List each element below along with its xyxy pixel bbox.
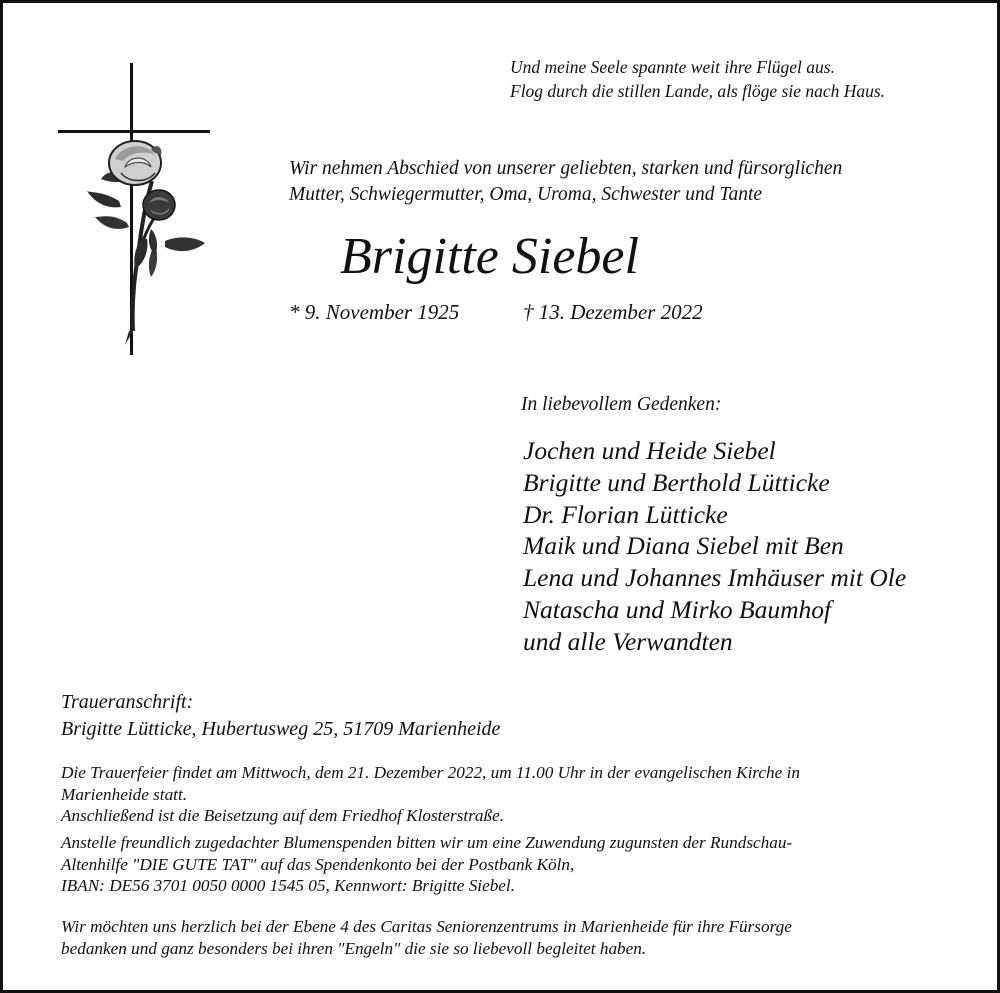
ceremony-line: Die Trauerfeier findet am Mittwoch, dem 21. Dezember 2022, um 11.00 Uhr in der evangelischen Kirche in [61, 763, 800, 782]
intro-line: Wir nehmen Abschied von unserer geliebten, starken und fürsorglichen [289, 158, 843, 179]
poem-line: Flog durch die stillen Lande, als flöge sie nach Haus. [510, 81, 886, 101]
donation-line: IBAN: DE56 3701 0050 0000 1545 05, Kennwort: Brigitte Siebel. [61, 876, 515, 895]
mourner-name: Lena und Johannes Imhäuser mit Ole [523, 563, 907, 593]
mourner-name: Maik und Diana Siebel mit Ben [523, 531, 844, 561]
address-label: Traueranschrift: [61, 691, 194, 713]
intro-line: Mutter, Schwiegermutter, Oma, Uroma, Schwester und Tante [289, 184, 763, 205]
birth-date: * 9. November 1925 [289, 300, 460, 324]
cross-with-roses-icon [55, 63, 217, 355]
farewell-intro [289, 156, 842, 208]
ceremony-line: Anschließend ist die Beisetzung auf dem Friedhof Klosterstraße. [61, 806, 504, 825]
thanks-paragraph [61, 916, 792, 959]
mourner-name: Natascha und Mirko Baumhof [523, 594, 832, 624]
ceremony-line: Marienheide statt. [61, 784, 188, 804]
mourner-name: und alle Verwandten [523, 626, 733, 656]
mourner-name: Jochen und Heide Siebel [523, 436, 776, 465]
mourners-list [523, 435, 906, 658]
mourner-name: Brigitte und Berthold Lütticke [523, 467, 830, 497]
address-text: Brigitte Lütticke, Hubertusweg 25, 51709 Marienheide [61, 718, 501, 740]
poem-line: Und meine Seele spannte weit ihre Flügel aus. [510, 57, 835, 77]
poem-verse [510, 55, 885, 103]
deceased-name: Brigitte Siebel [340, 228, 639, 285]
mourner-name: Dr. Florian Lütticke [523, 499, 728, 529]
thanks-line: bedanken und ganz besonders bei ihren "Engeln" die sie so liebevoll begleitet haben. [61, 938, 647, 958]
mourners-heading: In liebevollem Gedenken: [521, 394, 722, 415]
donation-line: Anstelle freundlich zugedachter Blumenspenden bitten wir um eine Zuwendung zugunsten der Rundschau- [61, 833, 793, 852]
death-date: † 13. Dezember 2022 [523, 300, 703, 324]
donation-paragraph [61, 832, 792, 897]
donation-line: Altenhilfe "DIE GUTE TAT" auf das Spendenkonto bei der Postbank Köln, [61, 854, 575, 874]
thanks-line: Wir möchten uns herzlich bei der Ebene 4 des Caritas Seniorenzentrums in Marienheide für ihre Fürsorge [61, 917, 792, 936]
ceremony-paragraph [61, 762, 800, 827]
mourning-address [61, 689, 500, 743]
